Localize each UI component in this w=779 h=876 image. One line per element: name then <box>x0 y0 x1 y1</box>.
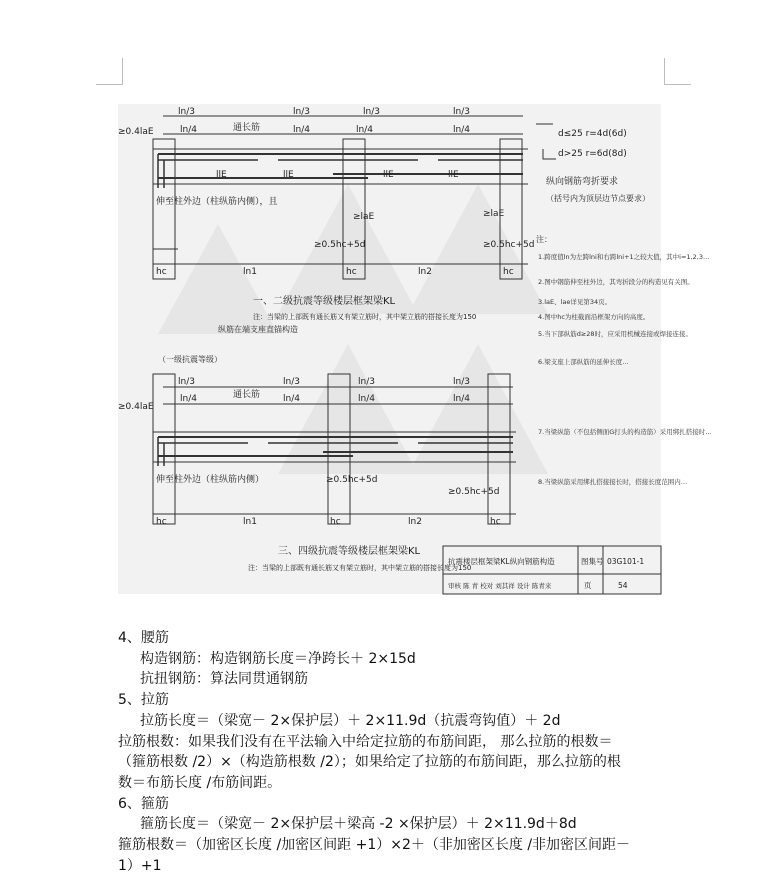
bend-subtitle: （括号内为顶层边节点要求） <box>546 194 650 203</box>
dim-ln4-4: ln/4 <box>453 125 470 135</box>
left-anchor-label-2: ≥0.4laE <box>118 402 154 412</box>
half-hc-label-3: ≥0.5hc+5d <box>326 475 378 485</box>
dim-ln3-4: ln/3 <box>453 107 470 117</box>
section-5-line-2: 拉筋根数：如果我们没有在平法输入中给定拉筋的布筋间距， 那么拉筋的根数＝ <box>118 733 613 750</box>
bend-rule-2: d>25 r=6d(8d) <box>558 149 627 159</box>
beam-reinforcement-drawing <box>118 104 712 594</box>
note-8: 8.当梁纵筋采用绑扎搭接接长时，搭接长度范围内… <box>538 478 688 486</box>
dim2-ln3-2: ln/3 <box>283 377 300 387</box>
le-label-3: llE <box>383 170 394 180</box>
title-block-page: 54 <box>618 581 628 590</box>
section-4-title: 4、腰筋 <box>118 630 169 646</box>
le-label-2: llE <box>283 170 294 180</box>
section-5-line-4: 数＝布筋长度 /布筋间距。 <box>118 774 282 791</box>
title-block-signers: 审核 陈 青 校对 刘其祥 设计 陈青来 <box>448 582 552 590</box>
section-4-line-2: 抗扭钢筋：算法同贯通钢筋 <box>140 671 308 688</box>
side-label: 纵筋在端支座直锚构造 <box>218 325 298 334</box>
dim2-ln4-4: ln/4 <box>453 394 470 404</box>
section-4-line-1: 构造钢筋：构造钢筋长度＝净跨长＋ 2×15d <box>140 650 416 667</box>
section-5-title: 5、拉筋 <box>118 692 169 709</box>
title-block-title: 抗震楼层框架梁KL纵向钢筋构造 <box>448 557 555 566</box>
dim2-ln3-1: ln/3 <box>178 377 195 387</box>
section-6-line-3: 1）+1 <box>118 857 162 874</box>
le-label-1: llE <box>216 170 227 180</box>
dim-ln4-1: ln/4 <box>180 125 197 135</box>
hc-label-5: hc <box>330 517 341 527</box>
left-anchor-label: ≥0.4laE <box>118 127 154 137</box>
lae-label-1: ≥laE <box>353 212 375 222</box>
lae-label-2: ≥laE <box>483 209 505 219</box>
dim-ln4-2: ln/4 <box>293 125 310 135</box>
note-1: 1.跨度值ln为左跨lni和右跨lni+1之较大值，其中i=1,2,3… <box>538 253 710 261</box>
half-hc-label-1: ≥0.5hc+5d <box>314 240 366 250</box>
dim2-ln3-3: ln/3 <box>358 377 375 387</box>
title-block-atlas-label: 图集号 <box>581 557 604 566</box>
dim-ln3-1: ln/3 <box>178 107 195 117</box>
section-5-line-1: 拉筋长度＝（梁宽－ 2×保护层）＋ 2×11.9d（抗震弯钩值）＋ 2d <box>140 712 561 729</box>
ln1-label: ln1 <box>243 267 257 277</box>
ln1-label-2: ln1 <box>243 517 257 527</box>
note-6: 6.梁支座上部纵筋的延伸长度… <box>538 358 629 366</box>
tongchang-callout-2: 通长筋 <box>233 390 261 400</box>
note-5: 5.当下部纵筋d≥28时，应采用机械连接或焊接连接。 <box>538 330 693 338</box>
hc-label-4: hc <box>156 517 167 527</box>
notes-heading: 注： <box>536 235 552 244</box>
note-2: 2.图中钢筋伸至柱外边，其弯折段分的构造见有关图。 <box>538 278 694 286</box>
dim-ln3-3: ln/3 <box>363 107 380 117</box>
tongchang-callout: 通长筋 <box>233 123 261 133</box>
title-block-page-label: 页 <box>584 581 592 590</box>
side-label-sub: （一级抗震等级） <box>158 355 222 364</box>
title-block-atlas: 03G101-1 <box>607 557 645 566</box>
diagram-note-2: 注：当梁的上部既有通长筋又有架立筋时，其中架立筋的搭接长度为150 <box>248 564 472 572</box>
hc-label-1: hc <box>156 267 167 277</box>
hc-label-6: hc <box>490 517 501 527</box>
diagram-note-1: 注：当梁的上部既有通长筋又有架立筋时，其中架立筋的搭接长度为150 <box>253 313 477 321</box>
ln2-label-2: ln2 <box>408 517 422 527</box>
dim2-ln4-3: ln/4 <box>358 394 375 404</box>
dim-ln3-2: ln/3 <box>293 107 310 117</box>
hc-label-3: hc <box>503 267 514 277</box>
dim2-ln4-1: ln/4 <box>180 394 197 404</box>
note-left-1: 伸至柱外边（柱纵筋内侧），且 <box>156 197 278 207</box>
crop-mark-top-right <box>664 58 691 85</box>
bend-rule-1: d≤25 r=4d(6d) <box>558 129 627 139</box>
dim-ln4-3: ln/4 <box>356 125 373 135</box>
section-6-title: 6、箍筋 <box>118 795 169 812</box>
diagram-title-2: 三、四级抗震等级楼层框架梁KL <box>278 546 421 557</box>
ln2-label: ln2 <box>418 267 432 277</box>
hc-label-2: hc <box>346 267 357 277</box>
note-3: 3.laE、lae详见第34页。 <box>538 298 612 306</box>
note-left-2: 伸至柱外边（柱纵筋内侧） <box>156 475 265 485</box>
dim2-ln4-2: ln/4 <box>283 394 300 404</box>
section-6-line-1: 箍筋长度＝（梁宽－ 2×保护层＋梁高 -2 ×保护层）＋ 2×11.9d＋8d <box>140 816 577 833</box>
body-text <box>118 628 663 876</box>
diagram-title-1: 一、二级抗震等级楼层框架梁KL <box>253 296 396 307</box>
dim2-ln3-4: ln/3 <box>453 377 470 387</box>
note-4: 4.图中hc为柱截面沿框架方向的高度。 <box>538 313 650 321</box>
note-7: 7.当梁纵筋（不包括侧面G打头的构造筋）采用绑扎搭接时… <box>538 428 712 436</box>
section-5-line-3: （箍筋根数 /2）×（构造筋根数 /2）；如果给定了拉筋的布筋间距，那么拉筋的根 <box>118 754 621 771</box>
bend-title: 纵向钢筋弯折要求 <box>546 177 619 187</box>
section-6-line-2: 箍筋根数＝（加密区长度 /加密区间距 +1）×2＋（非加密区长度 /非加密区间距－ <box>118 837 631 854</box>
crop-mark-top-left <box>96 58 123 85</box>
le-label-4: llE <box>448 170 459 180</box>
half-hc-label-4: ≥0.5hc+5d <box>448 487 500 497</box>
half-hc-label-2: ≥0.5hc+5d <box>483 240 535 250</box>
